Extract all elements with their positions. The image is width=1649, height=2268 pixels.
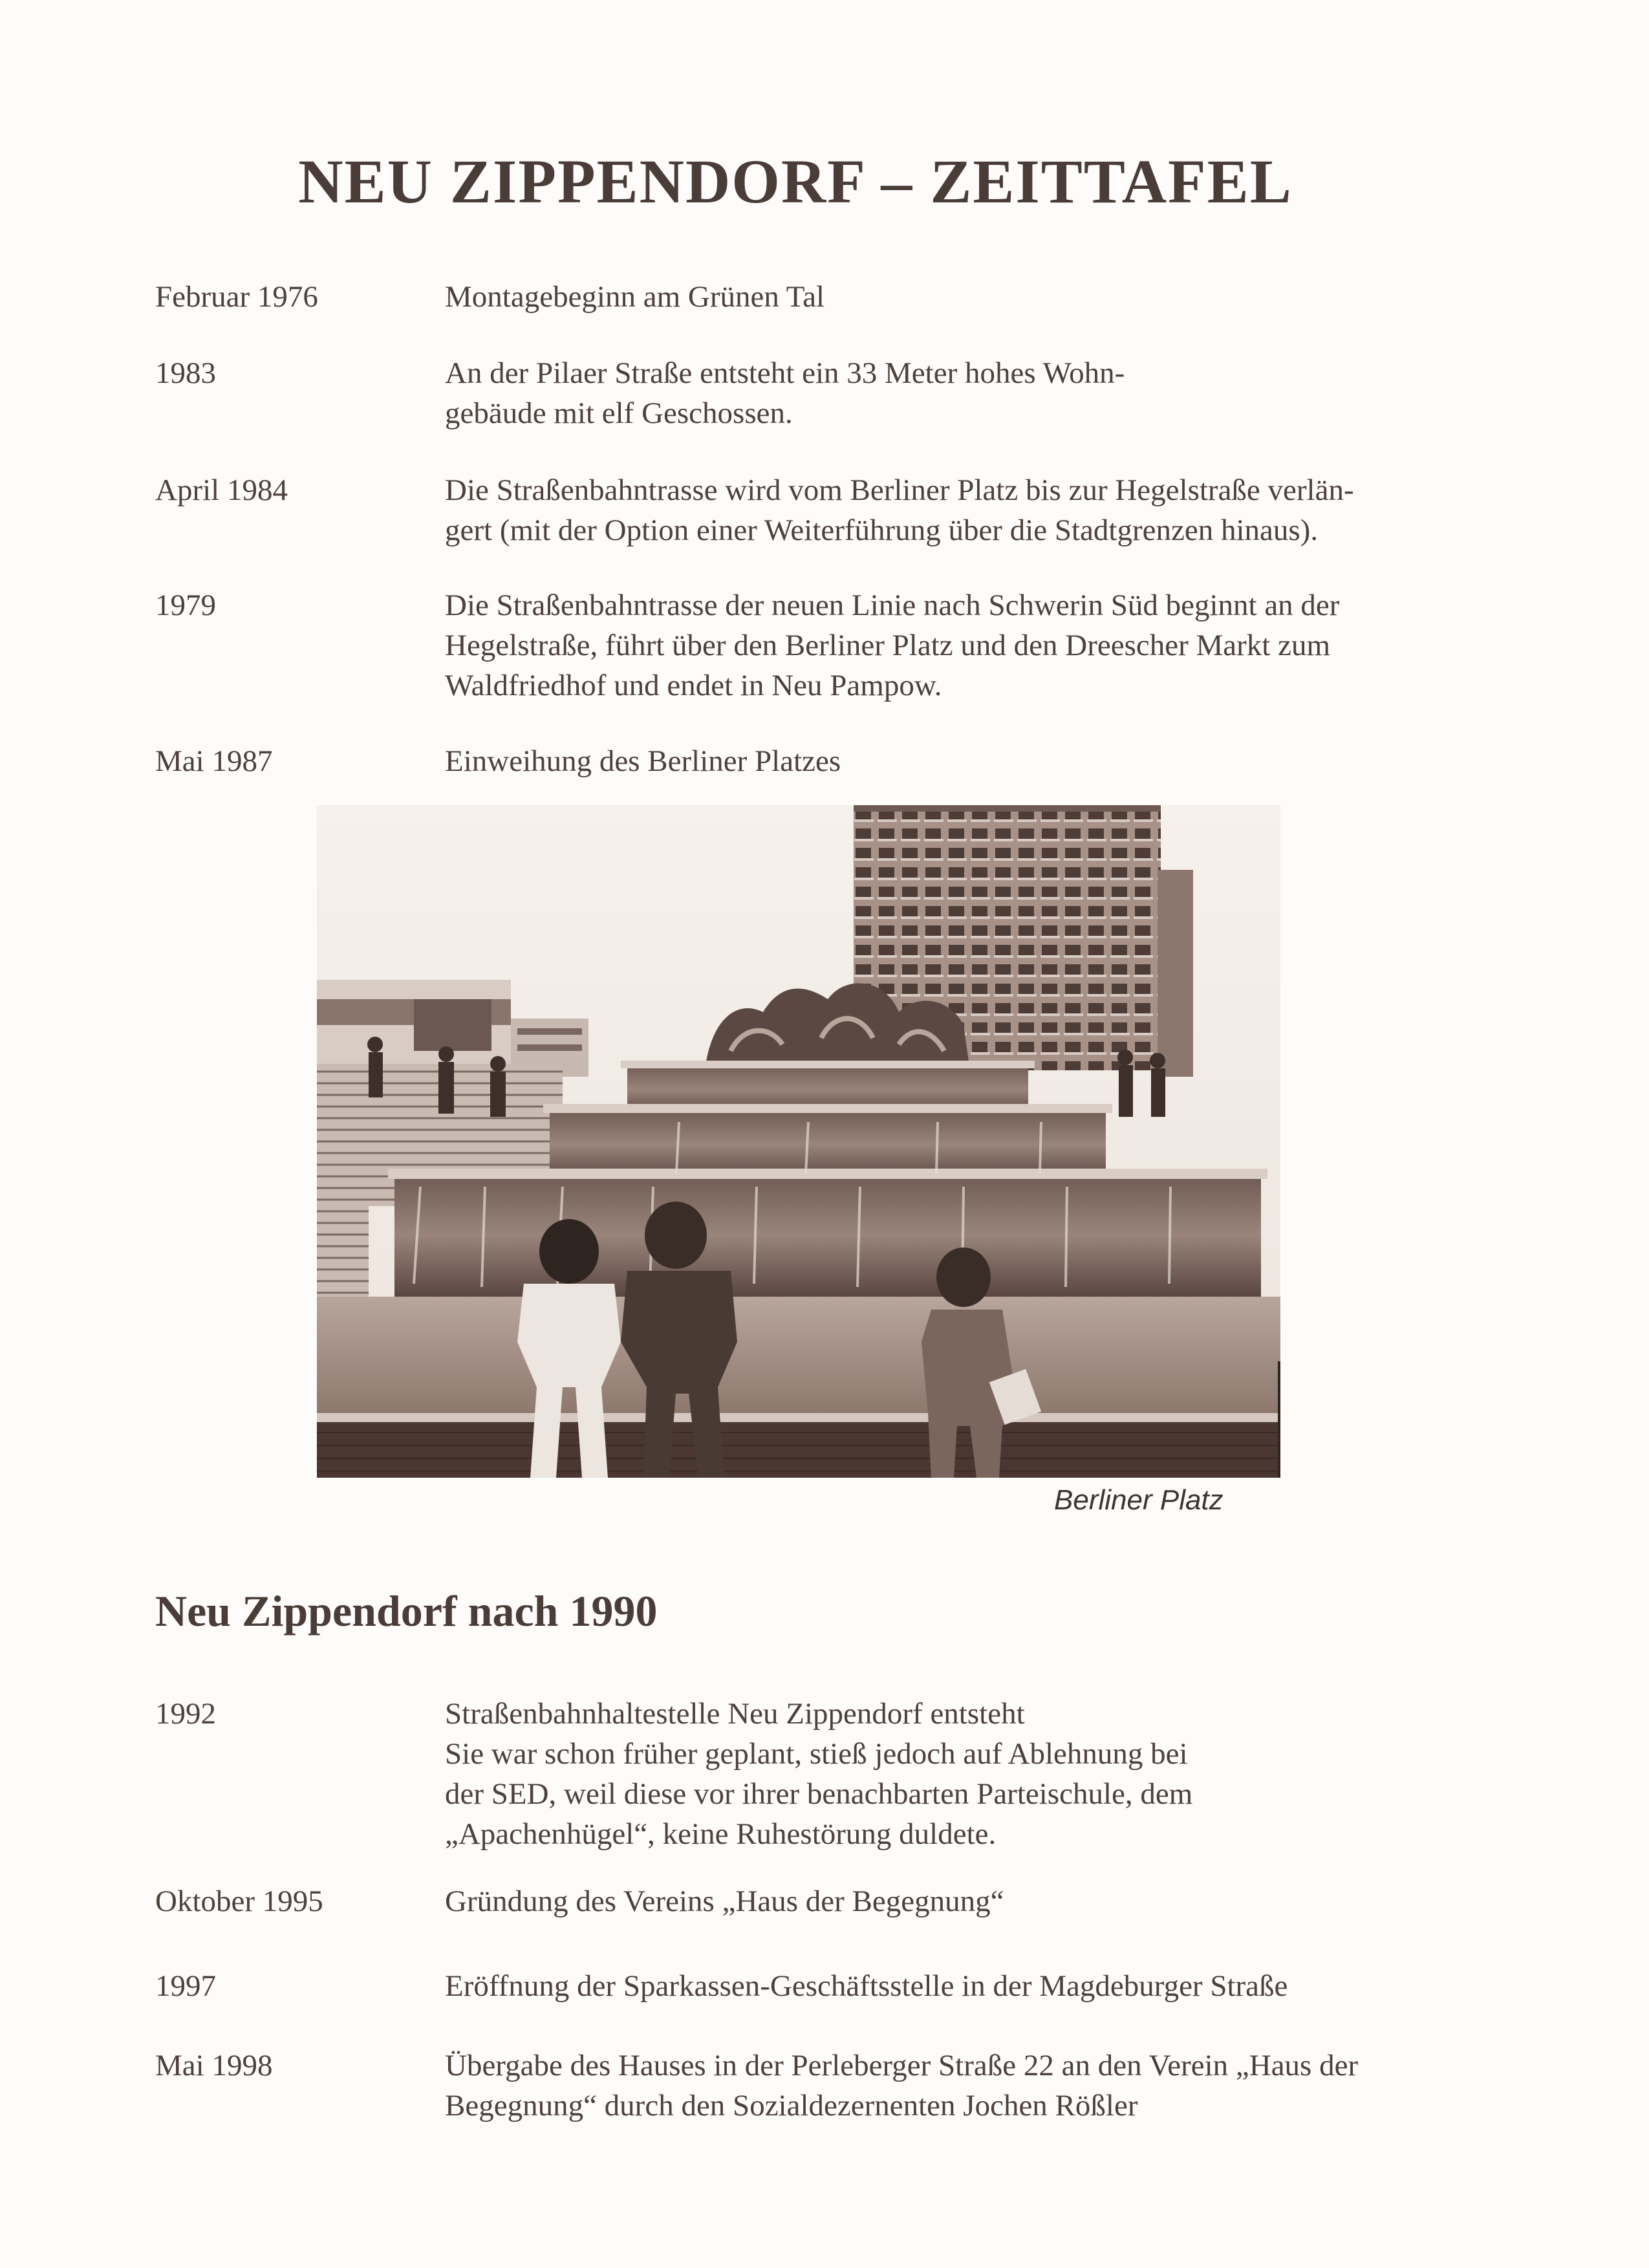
- entry-line: Die Straßenbahntrasse wird vom Berliner Platz bis zur Hegelstraße verlän-: [445, 473, 1354, 507]
- entry-line: „Apachenhügel“, keine Ruhestörung duldete.: [445, 1817, 997, 1851]
- entry-date: Mai 1987: [155, 744, 273, 778]
- entry-text: [445, 1694, 1441, 1854]
- entry-line: der SED, weil diese vor ihrer benachbarten Parteischule, dem: [445, 1777, 1193, 1811]
- entry-date: 1979: [155, 589, 216, 622]
- entry-line: Begegnung“ durch den Sozialdezernenten Jochen Rößler: [445, 2089, 1138, 2122]
- entry-line: Übergabe des Hauses in der Perleberger Straße 22 an den Verein „Haus der: [445, 2049, 1359, 2082]
- entry-date: 1992: [155, 1697, 216, 1731]
- entry-line: Einweihung des Berliner Platzes: [445, 744, 841, 778]
- entry-line: Straßenbahnhaltestelle Neu Zippendorf entsteht: [445, 1697, 1025, 1731]
- entry-text: [445, 2046, 1441, 2126]
- section-heading: Neu Zippendorf nach 1990: [155, 1586, 658, 1636]
- entry-date: 1997: [155, 1969, 216, 2003]
- entry-text: [445, 1966, 1441, 2006]
- entry-line: gert (mit der Option einer Weiterführung über die Stadtgrenzen hinaus).: [445, 513, 1319, 547]
- entry-text: [445, 741, 1441, 781]
- entry-line: Hegelstraße, führt über den Berliner Platz und den Dreescher Markt zum: [445, 629, 1331, 662]
- entry-text: [445, 277, 1441, 317]
- page-title: NEU ZIPPENDORF – ZEITTAFEL: [298, 147, 1293, 216]
- entry-line: An der Pilaer Straße entsteht ein 33 Meter hohes Wohn-: [445, 356, 1125, 390]
- entry-line: Gründung des Vereins „Haus der Begegnung“: [445, 1885, 1004, 1918]
- berliner-platz-photo: [317, 805, 1280, 1478]
- entry-date: Mai 1998: [155, 2049, 273, 2082]
- entry-line: Eröffnung der Sparkassen-Geschäftsstelle in der Magdeburger Straße: [445, 1969, 1288, 2003]
- photo-caption: Berliner Platz: [1054, 1484, 1223, 1516]
- entry-text: [445, 353, 1441, 433]
- entry-line: gebäude mit elf Geschossen.: [445, 396, 793, 430]
- entry-date: Februar 1976: [155, 280, 318, 314]
- entry-line: Die Straßenbahntrasse der neuen Linie nach Schwerin Süd beginnt an der: [445, 589, 1340, 622]
- entry-date: Oktober 1995: [155, 1885, 323, 1918]
- entry-text: [445, 585, 1441, 706]
- entry-line: Montagebeginn am Grünen Tal: [445, 280, 825, 314]
- entry-line: Sie war schon früher geplant, stieß jedoch auf Ablehnung bei: [445, 1737, 1188, 1771]
- entry-text: [445, 1881, 1441, 1921]
- entry-line: Waldfriedhof und endet in Neu Pampow.: [445, 669, 942, 702]
- entry-date: April 1984: [155, 473, 288, 507]
- entry-text: [445, 470, 1441, 550]
- entry-date: 1983: [155, 356, 216, 390]
